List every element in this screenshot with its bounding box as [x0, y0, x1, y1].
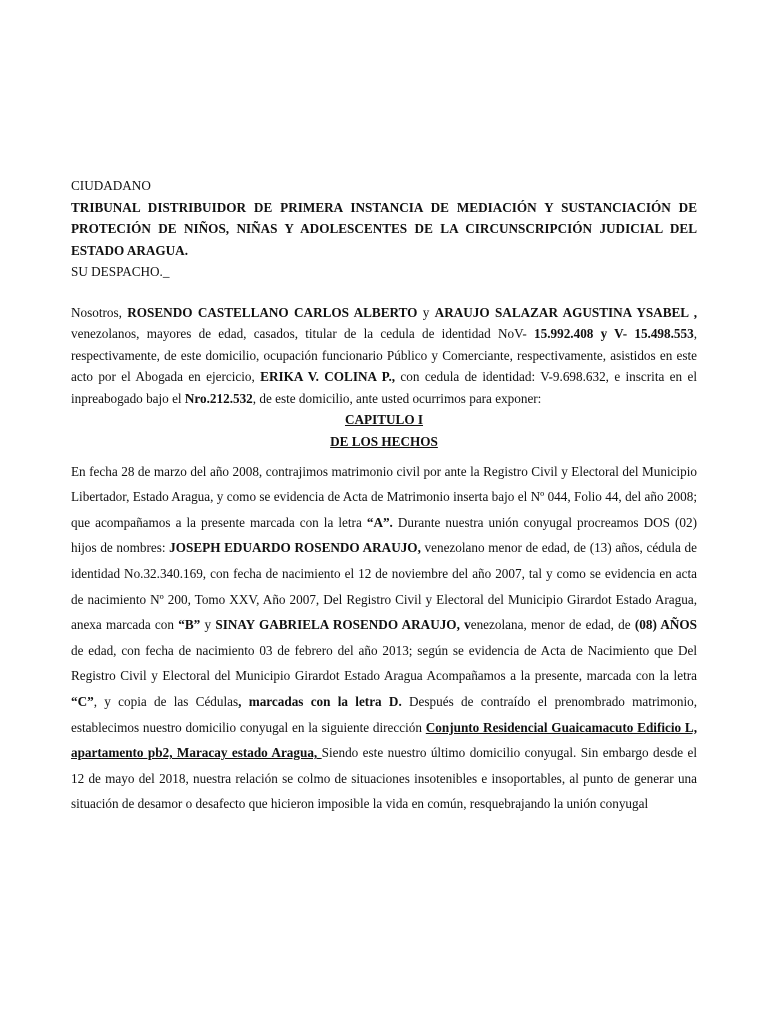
annex-letter-b: “B”	[178, 617, 201, 633]
lawyer-registration: Nro.212.532	[184, 390, 253, 406]
facts-text: Durante nuestra unión conyugal procreamos DOS (02) hijos de nombres:	[71, 514, 697, 556]
child-age-2: (08) AÑOS	[634, 617, 698, 633]
court-name: TRIBUNAL DISTRIBUIDOR DE PRIMERA INSTANCIA DE MEDIACIÓN Y SUSTANCIACIÓN DE PROTECIÓN DE NIÑOS, NIÑAS Y ADOLESCENTES DE LA CIRCUNSCRIPCIÓN JUDICIAL DEL ESTADO ARAGUA.	[71, 199, 697, 258]
facts-text: enezolana, menor de edad, de	[470, 617, 635, 633]
facts-text: venezolano menor de edad, de (13) años, cédula de identidad No.32.340.169, con fecha de nacimiento el 12 de noviembre del año 2007, tal y como se evidencia en acta de nacimiento Nº 200, Tomo XXV, Año 2007, Del Registro Civil y Electoral del Municipio Girardot Estado Aragua, anexa marcada con	[71, 540, 697, 633]
lawyer-name: ERIKA V. COLINA P.,	[260, 369, 396, 385]
spacer	[71, 283, 697, 302]
child-name-2: SINAY GABRIELA ROSENDO ARAUJO, v	[215, 617, 471, 633]
intro-text: , respectivamente, de este domicilio, ocupación funcionario Público y Comerciante, respectivamente, asistidos en este acto por el Abogada en ejercicio,	[71, 326, 697, 385]
facts-text: de edad, con fecha de nacimiento 03 de febrero del año 2013; según se evidencia de Acta de Nacimiento que Del Registro Civil y Electoral del Municipio Girardot Estado Aragua Acompañamos a la presente, marcada con la letra	[71, 642, 697, 684]
document-body	[71, 175, 697, 817]
conjugal-address: Conjunto Residencial Guaicamacuto Edificio L, apartamento pb2, Maracay estado Aragua,	[71, 719, 697, 761]
intro-text: Nosotros,	[71, 304, 128, 320]
office-line: SU DESPACHO._	[71, 264, 170, 279]
chapter-subtitle: DE LOS HECHOS	[330, 434, 438, 450]
intro-text: venezolanos, mayores de edad, casados, titular de la cedula de identidad NoV-	[71, 326, 535, 342]
petitioner-name-1: ROSENDO CASTELLANO CARLOS ALBERTO	[127, 304, 418, 320]
petitioner-name-2: ARAUJO SALAZAR AGUSTINA YSABEL ,	[434, 304, 698, 320]
child-name-1: JOSEPH EDUARDO ROSENDO ARAUJO,	[169, 540, 421, 556]
chapter-title: CAPITULO I	[344, 412, 424, 428]
facts-text: Después de contraído el prenombrado matrimonio, establecimos nuestro domicilio conyugal en la siguiente dirección	[71, 694, 698, 735]
facts-text: En fecha 28 de marzo del año 2008, contrajimos matrimonio civil por ante la Registro Civil y Electoral del Municipio Libertador, Estado Aragua, y como se evidencia de Acta de Matrimonio inserta bajo el Nº 044, Folio 44, del año 2008; que acompañamos a la presente marcada con la letra	[71, 463, 697, 530]
annex-letter-d: , marcadas con la letra D.	[238, 694, 402, 709]
intro-text: y	[417, 304, 435, 320]
annex-letter-a: “A”.	[366, 514, 393, 530]
facts-text: , y copia de las Cédulas	[93, 694, 239, 709]
facts-text: Siendo este nuestro último domicilio conyugal. Sin embargo desde el 12 de mayo del 2018, nuestra relación se colmo de situaciones insotenibles e insoportables, al punto de generar una situación de desamor o desafecto que hicieron imposible la vida en común, resquebrajando la unión conyugal	[71, 745, 697, 812]
addressee-line: CIUDADANO	[71, 178, 151, 193]
annex-letter-c: “C”	[71, 694, 94, 709]
intro-text: , de este domicilio, ante usted ocurrimos para exponer:	[252, 390, 542, 406]
id-numbers: 15.992.408 y V- 15.498.553	[534, 326, 694, 342]
intro-text: con cedula de identidad: V-9.698.632, e inscrita en el inpreabogado bajo el	[71, 369, 697, 406]
intro-paragraph	[71, 302, 697, 410]
facts-text: y	[200, 617, 216, 633]
facts-paragraph	[71, 459, 697, 817]
